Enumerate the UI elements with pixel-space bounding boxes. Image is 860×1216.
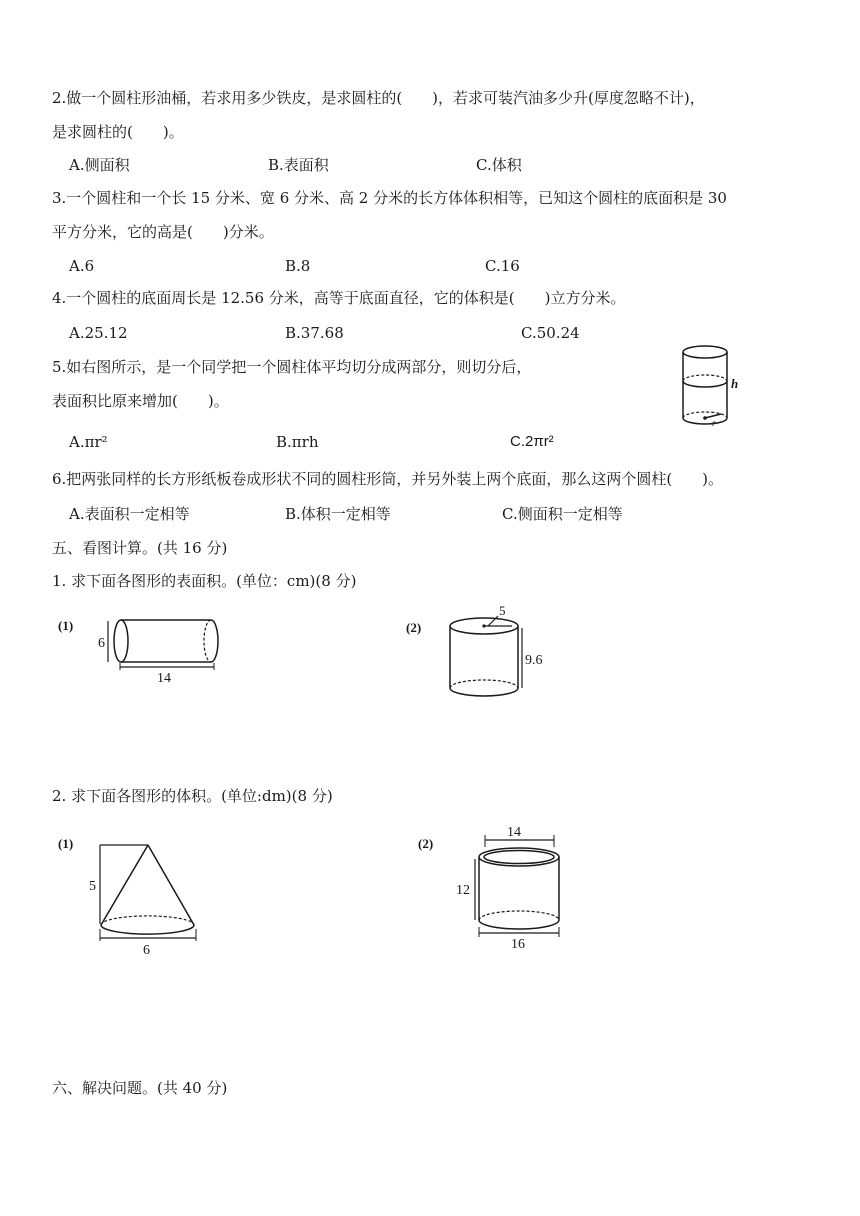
section5-p2-title: 2. 求下面各图形的体积。(单位:dm)(8 分) [52, 787, 333, 805]
q3-option-c: C.16 [485, 257, 520, 275]
fig2-1-label: (1) [58, 836, 74, 851]
q4-line1: 4.一个圆柱的底面周长是 12.56 分米，高等于底面直径，它的体积是( )立方分米。 [52, 289, 626, 307]
fig2-2-inner: 14 [507, 825, 521, 840]
fig1-2-label: (2) [406, 620, 422, 635]
fig2-1-height: 5 [89, 879, 96, 894]
q2-option-b: B.表面积 [268, 156, 329, 174]
fig2-1-diameter: 6 [143, 943, 150, 958]
fig2-2-outer: 16 [511, 937, 525, 952]
q5-h-label: h [731, 376, 739, 391]
q4-option-c: C.50.24 [521, 324, 580, 342]
q4-option-a: A.25.12 [69, 324, 128, 342]
fig2-2-height: 12 [456, 883, 470, 898]
q2-line1: 2.做一个圆柱形油桶，若求用多少铁皮，是求圆柱的( )，若求可装汽油多少升(厚度忽略不计)， [52, 89, 705, 107]
q5-option-c: C.2πr² [510, 433, 554, 450]
q5-option-b: B.πrh [276, 433, 319, 451]
volume-fig1-cone [56, 830, 216, 960]
q6-line1: 6.把两张同样的长方形纸板卷成形状不同的圆柱形筒，并另外装上两个底面，那么这两个圆柱( )。 [52, 470, 724, 488]
fig1-1-height: 6 [98, 636, 105, 651]
q3-option-b: B.8 [285, 257, 311, 275]
section6-heading: 六、解决问题。(共 40 分) [52, 1079, 228, 1097]
section5-p1-title: 1. 求下面各图形的表面积。(单位：cm)(8 分) [52, 572, 357, 590]
q5-line1: 5.如右图所示，是一个同学把一个圆柱体平均切分成两部分，则切分后， [52, 358, 532, 376]
surface-area-fig1 [56, 612, 236, 688]
q3-line1: 3.一个圆柱和一个长 15 分米、宽 6 分米、高 2 分米的长方体体积相等，已知这个圆柱的底面积是 30 [52, 189, 727, 207]
fig1-1-length: 14 [157, 671, 171, 686]
fig1-2-radius: 5 [499, 603, 506, 618]
fig2-2-label: (2) [418, 836, 434, 851]
fig1-2-height: 9.6 [525, 653, 543, 668]
q6-option-c: C.侧面积一定相等 [502, 505, 623, 523]
q2-option-c: C.体积 [476, 156, 522, 174]
section5-heading: 五、看图计算。(共 16 分) [52, 539, 228, 557]
q5-option-a: A.πr² [69, 433, 108, 451]
q3-line2: 平方分米，它的高是( )分米。 [52, 223, 274, 241]
q2-option-a: A.侧面积 [69, 156, 130, 174]
surface-area-fig2 [404, 602, 564, 702]
q5-cylinder-figure [676, 338, 756, 430]
fig1-1-label: (1) [58, 618, 74, 633]
volume-fig2-tube [416, 822, 596, 952]
q4-option-b: B.37.68 [285, 324, 344, 342]
q6-option-a: A.表面积一定相等 [69, 505, 190, 523]
q5-r-label: r [712, 418, 716, 428]
q2-line2: 是求圆柱的( )。 [52, 123, 184, 141]
q3-option-a: A.6 [69, 257, 95, 275]
q5-line2: 表面积比原来增加( )。 [52, 392, 229, 410]
q6-option-b: B.体积一定相等 [285, 505, 391, 523]
